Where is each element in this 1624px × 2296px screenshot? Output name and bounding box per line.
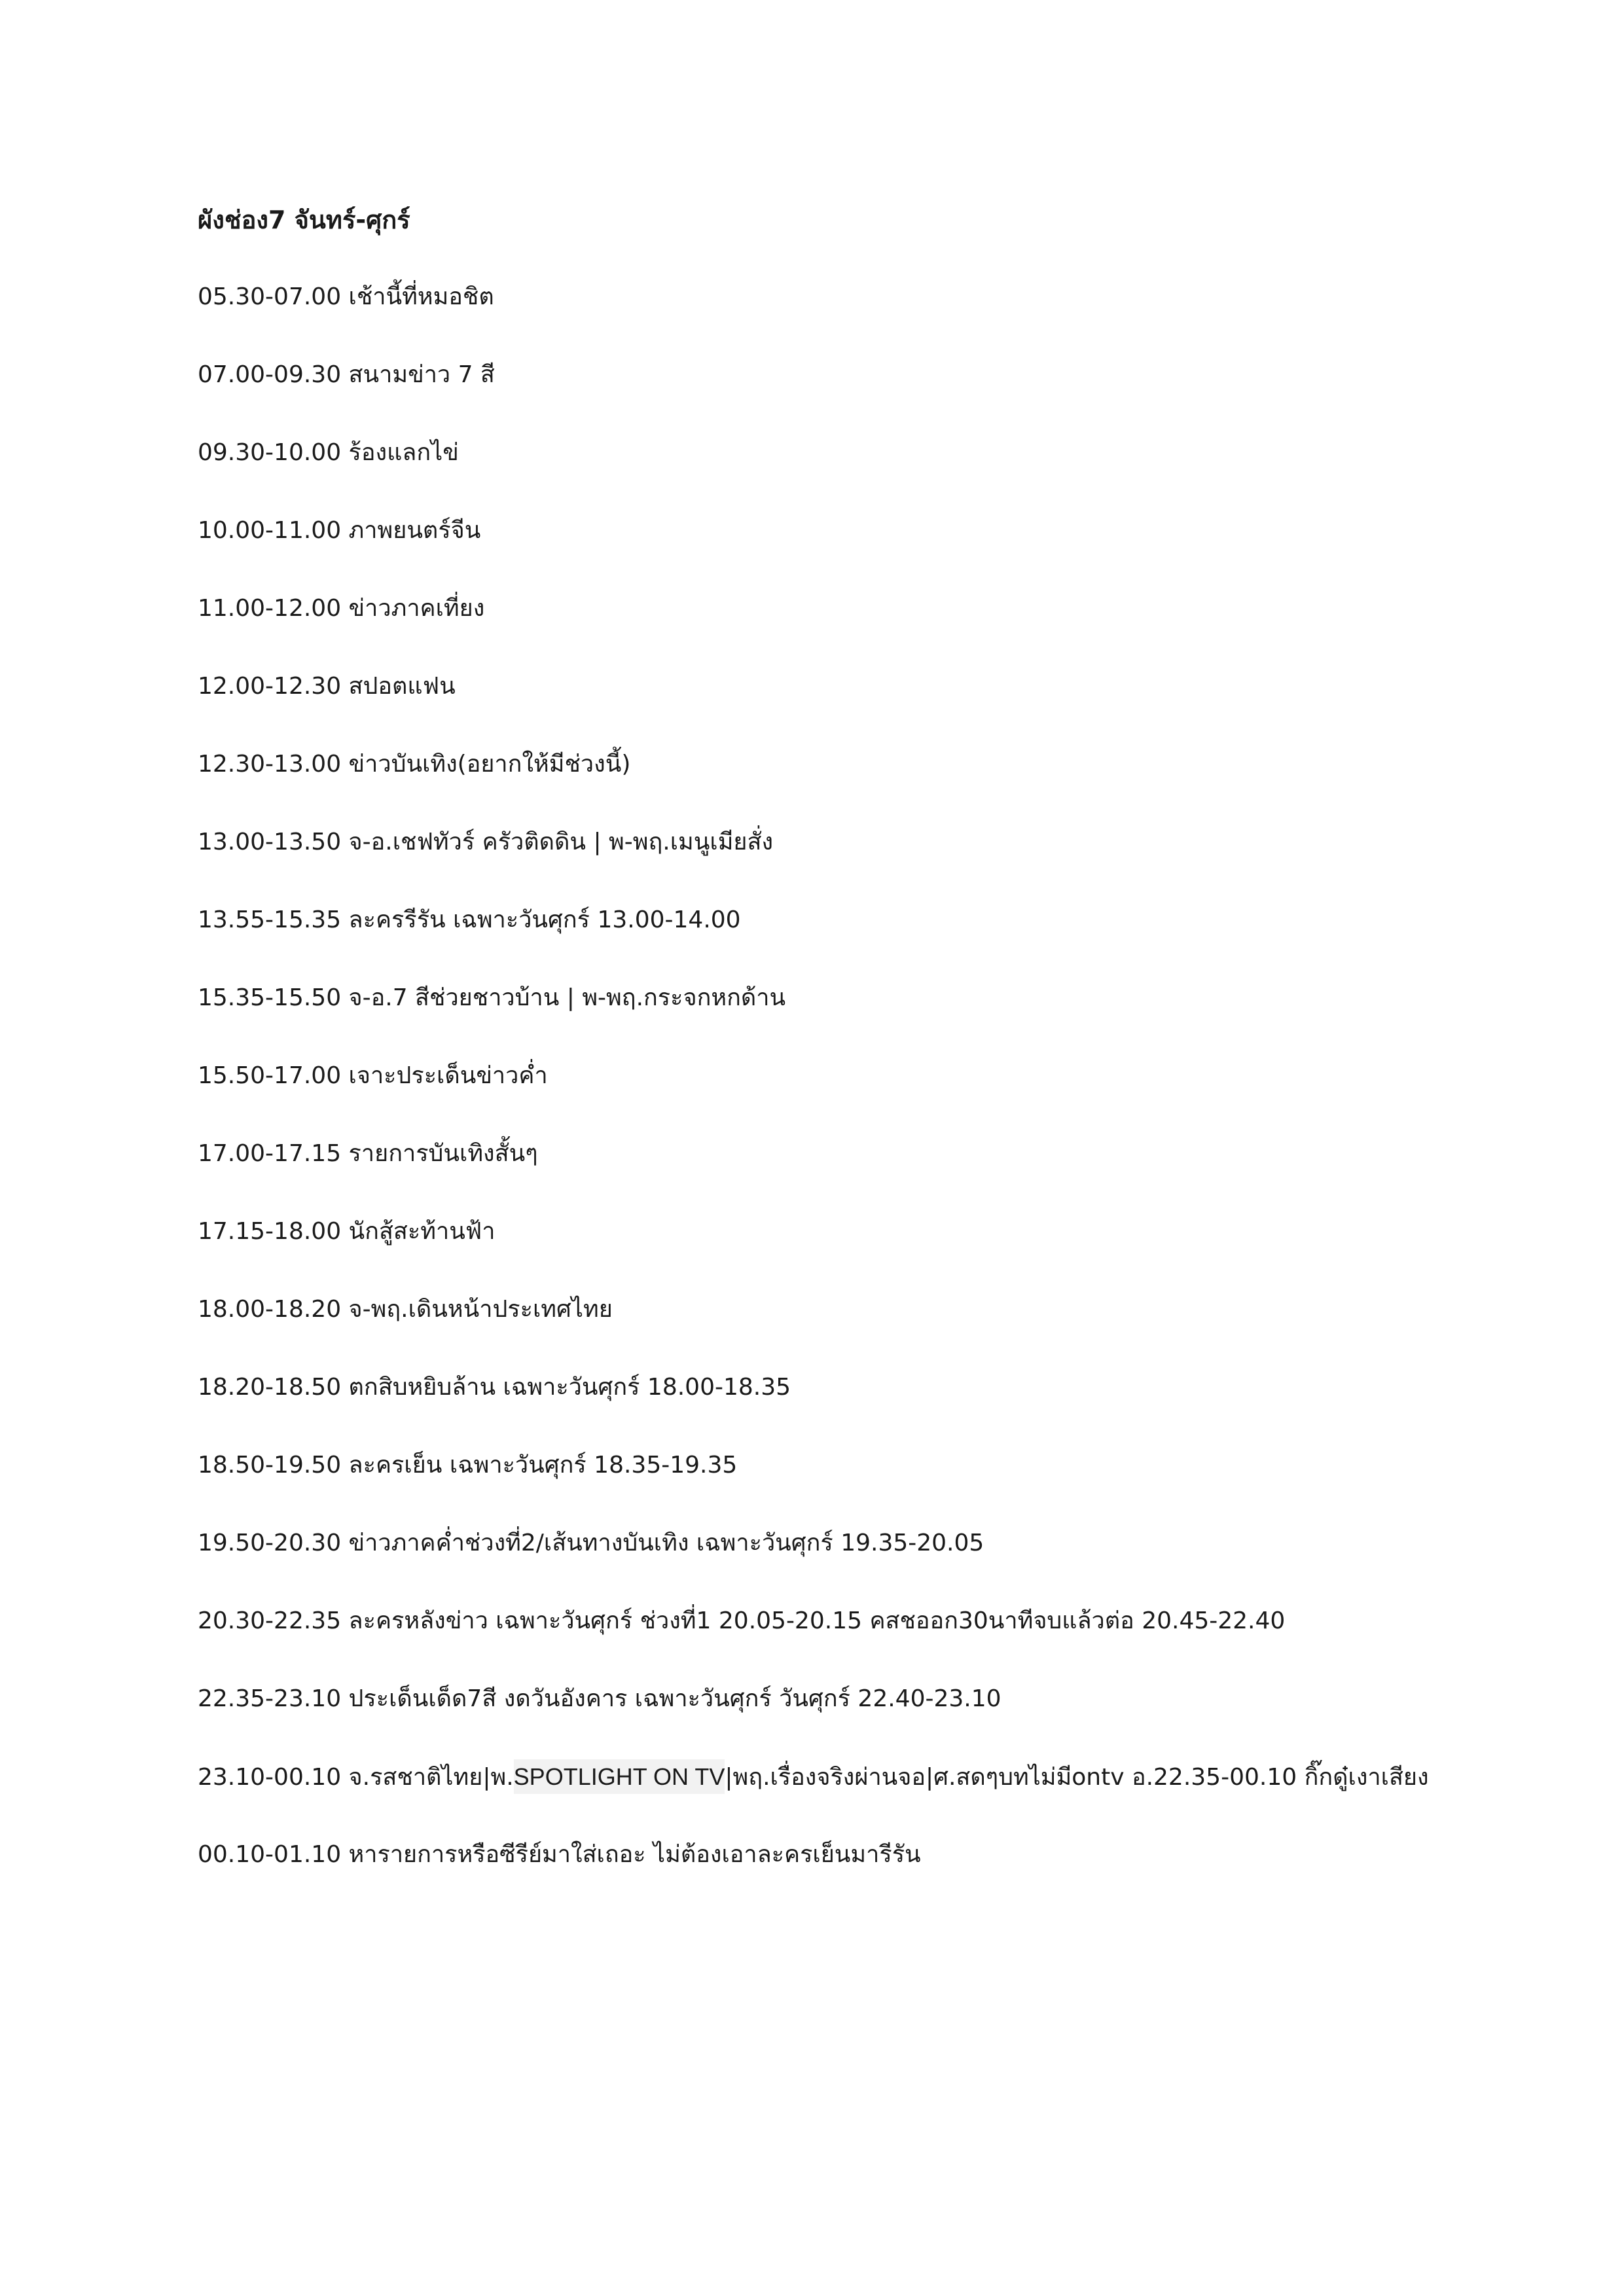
schedule-line: 15.50-17.00 เจาะประเด็นข่าวค่ำ (198, 1062, 548, 1089)
schedule-line: 11.00-12.00 ข่าวภาคเที่ยง (198, 595, 485, 622)
schedule-line: 17.15-18.00 นักสู้สะท้านฟ้า (198, 1218, 496, 1245)
schedule-line: 18.20-18.50 ตกสิบหยิบล้าน เฉพาะวันศุกร์ 18.00-18.35 (198, 1374, 791, 1401)
schedule-line: 15.35-15.50 จ-อ.7 สีช่วยชาวบ้าน | พ-พฤ.กระจกหกด้าน (198, 984, 786, 1011)
schedule-line: 12.30-13.00 ข่าวบันเทิง(อยากให้มีช่วงนี้) (198, 751, 631, 778)
schedule-line: 18.50-19.50 ละครเย็น เฉพาะวันศุกร์ 18.35-19.35 (198, 1452, 738, 1479)
schedule-line-suffix: |พฤ.เรื่องจริงผ่านจอ|ศ.สดๆบทไม่มีontv อ.22.35-00.10 กิ๊กดู๋เงาเสียง (725, 1764, 1429, 1791)
page-title: ผังช่อง7 จันทร์-ศุกร์ (198, 206, 410, 234)
schedule-line: 13.55-15.35 ละครรีรัน เฉพาะวันศุกร์ 13.00-14.00 (198, 906, 741, 933)
schedule-line: 17.00-17.15 รายการบันเทิงสั้นๆ (198, 1140, 538, 1167)
schedule-line: 18.00-18.20 จ-พฤ.เดินหน้าประเทศไทย (198, 1296, 613, 1323)
schedule-line: 07.00-09.30 สนามข่าว 7 สี (198, 361, 495, 388)
schedule-line: 00.10-01.10 หารายการหรือซีรีย์มาใส่เถอะ ไม่ต้องเอาละครเย็นมารีรัน (198, 1841, 921, 1868)
schedule-line: 20.30-22.35 ละครหลังข่าว เฉพาะวันศุกร์ ช่วงที่1 20.05-20.15 คสชออก30นาทีจบแล้วต่อ 20.45-22.40 (198, 1607, 1286, 1634)
highlighted-text: SPOTLIGHT ON TV (514, 1759, 725, 1794)
schedule-line: 22.35-23.10 ประเด็นเด็ด7สี งดวันอังคาร เฉพาะวันศุกร์ วันศุกร์ 22.40-23.10 (198, 1685, 1001, 1712)
schedule-line: 05.30-07.00 เช้านี้ที่หมอชิต (198, 283, 494, 310)
schedule-line-prefix: 23.10-00.10 จ.รสชาติไทย|พ. (198, 1764, 514, 1791)
schedule-line: 12.00-12.30 สปอตแฟน (198, 673, 456, 700)
schedule-line: 10.00-11.00 ภาพยนตร์จีน (198, 517, 481, 544)
schedule-line: 19.50-20.30 ข่าวภาคค่ำช่วงที่2/เส้นทางบันเทิง เฉพาะวันศุกร์ 19.35-20.05 (198, 1530, 984, 1556)
schedule-line-highlighted (198, 1761, 1429, 1793)
document-body (198, 204, 1507, 1868)
schedule-line: 09.30-10.00 ร้องแลกไข่ (198, 439, 459, 466)
schedule-line: 13.00-13.50 จ-อ.เชฟทัวร์ ครัวติดดิน | พ-พฤ.เมนูเมียสั่ง (198, 829, 774, 855)
